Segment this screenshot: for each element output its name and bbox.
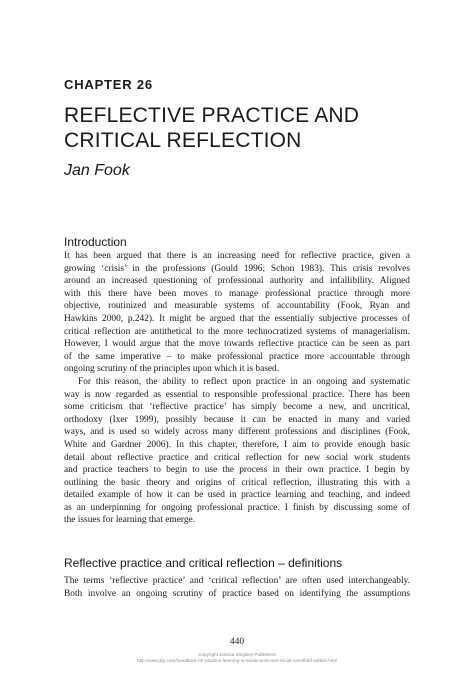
- page-number: 440: [229, 637, 245, 647]
- chapter-title: [64, 103, 424, 153]
- section-heading-introduction: Introduction: [64, 235, 127, 249]
- section-heading-definitions: Reflective practice and critical reflection – definitions: [64, 556, 343, 570]
- text-line: For this reason, the ability to reflect upon practice in an ongoing and systematic: [78, 376, 410, 387]
- text-line: objective, routinized and measurable systems of accountability (Fook, Ryan and: [64, 301, 410, 312]
- paragraph: [64, 575, 410, 600]
- text-line: of the same imperative – to make professional practice more accountable through: [64, 351, 410, 362]
- definitions-body: [64, 575, 410, 600]
- text-line: The terms ‘reflective practice’ and ‘critical reflection’ are often used interchangeably.: [64, 576, 410, 586]
- text-line: with this there have been moves to manage professional practice through more: [64, 288, 410, 299]
- text-line: orthodoxy (Ixer 1999), possibly because it can be enacted in many and varied: [64, 414, 410, 425]
- chapter-title-line: REFLECTIVE PRACTICE AND: [64, 104, 360, 127]
- text-line: Hawkins 2000, p.242). It might be argued that the essentially subjective processes of: [64, 313, 410, 324]
- text-line: some criticism that ‘reflective practice’ has simply become a new, and uncritical,: [64, 402, 410, 413]
- text-line: ways, and is used so widely across many different professions and disciplines (Fook,: [64, 427, 410, 438]
- text-line: critical reflection are antithetical to the more technocratized systems of managerialism.: [64, 326, 410, 337]
- text-line: the issues for learning that emerge.: [64, 515, 196, 526]
- introduction-body: [64, 250, 410, 527]
- text-line: ongoing scrutiny of the principles upon which it is based.: [64, 364, 280, 375]
- text-line: It has been argued that there is an increasing need for reflective practice, given a: [64, 251, 410, 261]
- chapter-author: Jan Fook: [64, 162, 130, 179]
- text-line: as an underpinning for ongoing professional practice. I finish by discussing some of: [64, 502, 410, 513]
- text-line: growing ‘crisis’ in the professions (Gould 1996; Schon 1983). This crisis revolves: [64, 263, 410, 274]
- text-line: around an increased questioning of professional authority and infallibility. Aligned: [64, 276, 410, 287]
- chapter-title-line: CRITICAL REFLECTION: [64, 129, 302, 152]
- text-line: White and Gardner 2006). In this chapter, therefore, I aim to provide enough basic: [64, 439, 410, 450]
- chapter-label: CHAPTER 26: [64, 77, 153, 92]
- paragraph: [64, 376, 410, 527]
- source-url[interactable]: http://www.jkp.com/handbook-for-practice-learning-in-social-work-and-social-care/third-edition.html: [137, 658, 337, 663]
- text-line: However, I would argue that the move towards reflective practice can be seen as part: [64, 339, 410, 350]
- text-line: detail about reflective practice and critical reflection for new social work students: [64, 452, 410, 463]
- paragraph: [64, 250, 410, 376]
- text-line: Both involve an ongoing scrutiny of practice based on identifying the assumptions: [64, 588, 410, 599]
- copyright-notice: Copyright Jessica Kingsley Publishers: [198, 652, 276, 657]
- text-line: way is now regarded as essential to responsible professional practice. There has been: [64, 389, 410, 400]
- text-line: outlining the basic theory and origins of critical reflection, illustrating this with a: [64, 477, 410, 488]
- text-line: detailed example of how it can be used in practice learning and teaching, and indeed: [64, 490, 410, 501]
- text-line: and practice teachers to begin to use the process in their own practice. I begin by: [64, 465, 410, 476]
